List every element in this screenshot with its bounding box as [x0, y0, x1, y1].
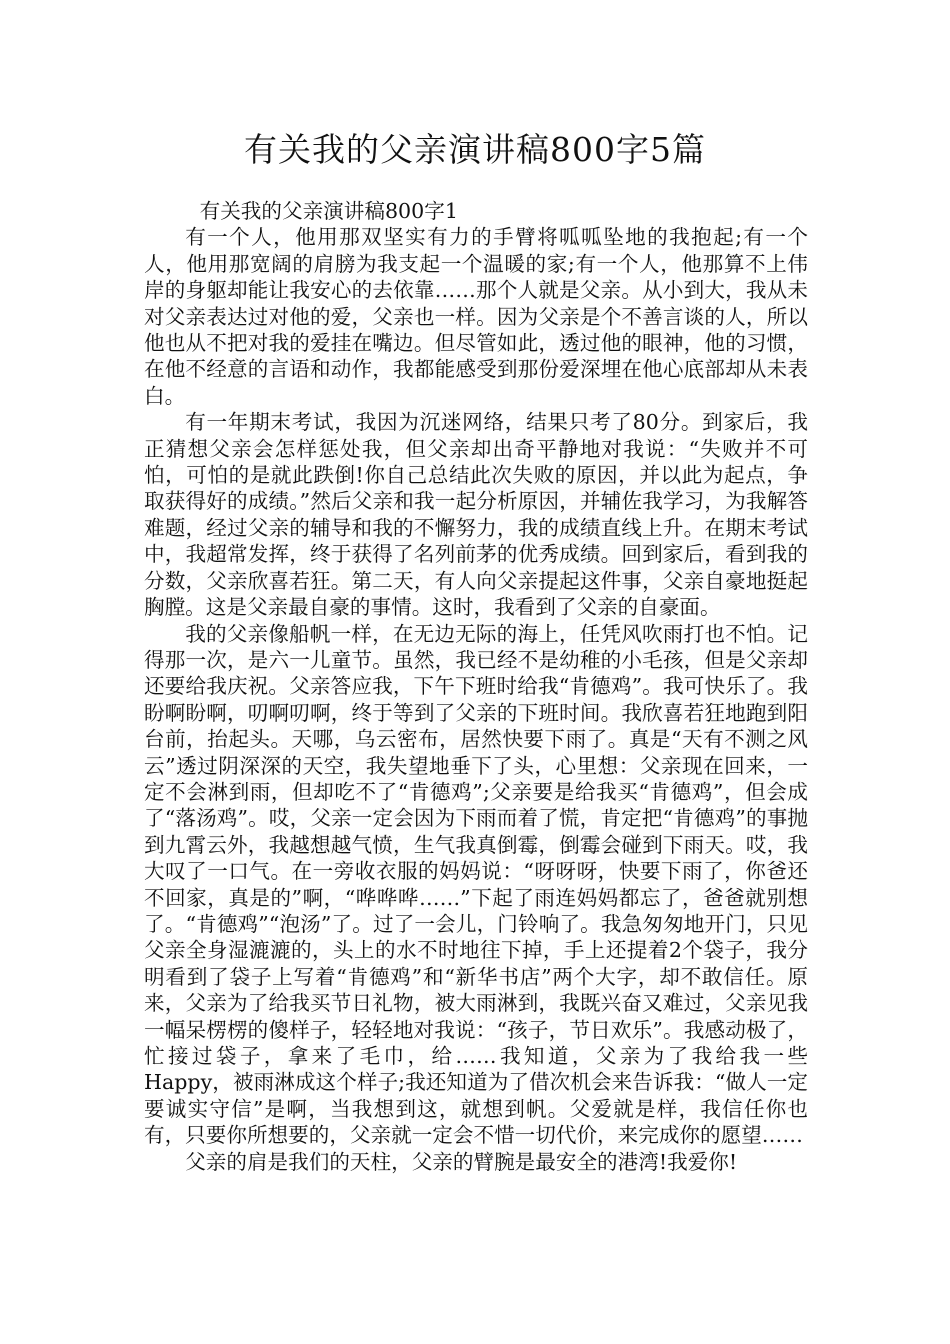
paragraph-4: 父亲的肩是我们的天柱，父亲的臂腕是最安全的港湾!我爱你!	[185, 1149, 738, 1174]
document-body	[144, 198, 808, 1175]
paragraph-3: 我的父亲像船帆一样，在无边无际的海上，任凭风吹雨打也不怕。记得那一次，是六一儿童节。虽然，我已经不是幼稚的小毛孩，但是父亲却还要给我庆祝。父亲答应我，下午下班时给我“肯德鸡”。我可快乐了。我盼啊盼啊，叨啊叨啊，终于等到了父亲的下班时间。我欣喜若狂地跑到阳台前，抬起头。天哪，乌云密布，居然快要下雨了。真是“天有不测之风云”透过阴深深的天空，我失望地垂下了头，心里想：父亲现在回来，一定不会淋到雨，但却吃不了“肯德鸡”;父亲要是给我买“肯德鸡”，但会成了“落汤鸡”。哎，父亲一定会因为下雨而着了慌，肯定把“肯德鸡”的事抛到九霄云外，我越想越气愤，生气我真倒霉，倒霉会碰到下雨天。哎，我大叹了一口气。在一旁收衣服的妈妈说：“呀呀呀，快要下雨了，你爸还不回家，真是的”啊，“哗哗哗……”下起了雨连妈妈都忘了，爸爸就别想了。“肯德鸡”“泡汤”了。过了一会儿，门铃响了。我急匆匆地开门，只见父亲全身湿漉漉的，头上的水不时地往下掉，手上还提着2个袋子，我分明看到了袋子上写着“肯德鸡”和“新华书店”两个大字，却不敢信任。原来，父亲为了给我买节日礼物，被大雨淋到，我既兴奋又难过，父亲见我一幅呆楞楞的傻样子，轻轻地对我说：“孩子，节日欢乐”。我感动极了，忙接过袋子，拿来了毛巾，给……我知道，父亲为了我给我一些Happy，被雨淋成这个样子;我还知道为了借次机会来告诉我：“做人一定要诚实守信”是啊，当我想到这，就想到帆。父爱就是样，我信任你也有，只要你所想要的，父亲就一定会不惜一切代价，来完成你的愿望……	[144, 621, 809, 1148]
paragraph-1: 有一个人，他用那双坚实有力的手臂将呱呱坠地的我抱起;有一个人，他用那宽阔的肩膀为我支起一个温暖的家;有一个人，他那算不上伟岸的身躯却能让我安心的去依靠……那个人就是父亲。从小到大，我从未对父亲表达过对他的爱，父亲也一样。因为父亲是个不善言谈的人，所以他也从不把对我的爱挂在嘴边。但尽管如此，透过他的眼神，他的习惯，在他不经意的言语和动作，我都能感受到那份爱深埋在他心底部却从未表白。	[144, 225, 808, 408]
section-heading: 有关我的父亲演讲稿800字1	[199, 199, 458, 223]
paragraph-2: 有一年期末考试，我因为沉迷网络，结果只考了80分。到家后，我正猜想父亲会怎样惩处我，但父亲却出奇平静地对我说：“失败并不可怕，可怕的是就此跌倒!你自己总结此次失败的原因，并以此为起点，争取获得好的成绩。”然后父亲和我一起分析原因，并辅佐我学习，为我解答难题，经过父亲的辅导和我的不懈努力，我的成绩直线上升。在期末考试中，我超常发挥，终于获得了名列前茅的优秀成绩。回到家后，看到我的分数，父亲欣喜若狂。第二天，有人向父亲提起这件事，父亲自豪地挺起胸膛。这是父亲最自豪的事情。这时，我看到了父亲的自豪面。	[144, 410, 808, 620]
document-title: 有关我的父亲演讲稿800字5篇	[244, 130, 706, 169]
